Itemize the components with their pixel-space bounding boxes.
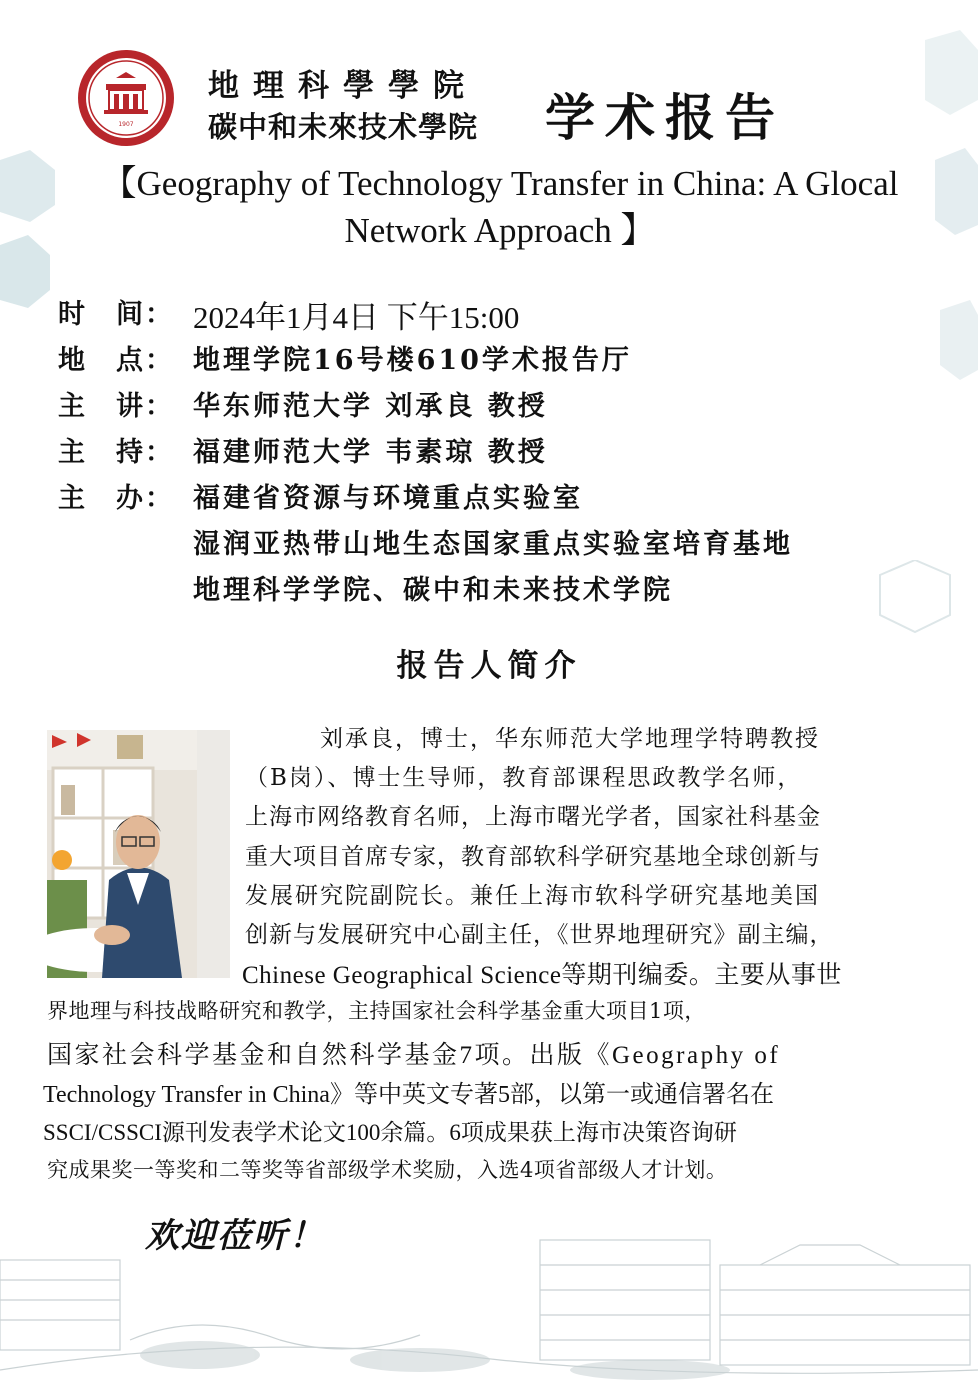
talk-title: 【Geography of Technology Transfer in China: A Glocal Network Approach 】 xyxy=(101,164,899,250)
speaker-photo xyxy=(47,730,230,978)
info-value: 湿润亚热带山地生态国家重点实验室培育基地 xyxy=(193,529,793,560)
info-value: 华东师范大学 刘承良 教授 xyxy=(193,391,548,422)
info-label: 主 讲： xyxy=(58,391,174,422)
bio-line-10: Technology Transfer in China》等中英文专著5部，以第一或通信署名在 xyxy=(43,1082,774,1108)
campus-sketch-decoration xyxy=(0,1220,978,1382)
hexagon-decoration-left xyxy=(0,150,60,330)
svg-text:1907: 1907 xyxy=(118,121,134,128)
info-label: 地 点： xyxy=(58,345,174,376)
bio-heading: 报告人简介 xyxy=(396,648,582,684)
bio-line-4: 重大项目首席专家，教育部软科学研究基地全球创新与 xyxy=(245,844,821,870)
welcome-message: 欢迎莅听！ xyxy=(145,1216,325,1256)
university-seal-logo xyxy=(76,48,176,148)
bio-line-9: 国家社会科学基金和自然科学基金7项。出版《Geography of xyxy=(47,1042,781,1069)
bio-line-1: 刘承良，博士，华东师范大学地理学特聘教授 xyxy=(320,726,820,752)
hexagon-decoration-mid xyxy=(860,560,978,650)
info-value: 2024年1月4日 下午15:00 xyxy=(193,300,520,335)
bio-line-8: 界地理与科技战略研究和教学，主持国家社会科学基金重大项目1项， xyxy=(47,999,706,1023)
bio-line-6: 创新与发展研究中心副主任，《世界地理研究》副主编， xyxy=(245,922,834,948)
institution-name-geography: 地理科學學院 xyxy=(208,68,478,104)
info-value: 福建省资源与环境重点实验室 xyxy=(193,483,583,514)
info-value: 福建师范大学 韦素琼 教授 xyxy=(193,437,548,468)
info-value: 地理学院16号楼610学术报告厅 xyxy=(193,345,632,376)
bio-line-11: SSCI/CSSCI源刊发表学术论文100余篇。6项成果获上海市决策咨询研 xyxy=(43,1120,737,1145)
bio-line-3: 上海市网络教育名师，上海市曙光学者，国家社科基金 xyxy=(245,804,821,830)
info-value: 地理科学学院、碳中和未来技术学院 xyxy=(193,575,673,606)
bio-line-5: 发展研究院副院长。兼任上海市软科学研究基地美国 xyxy=(245,883,820,909)
info-label: 主 办： xyxy=(58,483,174,514)
info-label: 时 间： xyxy=(58,299,174,330)
bio-line-7: Chinese Geographical Science等期刊编委。主要从事世 xyxy=(242,962,842,989)
institution-name-carbon-neutral: 碳中和未來技术學院 xyxy=(208,110,479,144)
bio-line-12: 究成果奖一等奖和二等奖等省部级学术奖励，入选4项省部级人才计划。 xyxy=(47,1158,728,1182)
info-label: 主 持： xyxy=(58,437,174,468)
report-heading: 学术报告 xyxy=(545,88,785,147)
bio-line-2: （B岗）、博士生导师，教育部课程思政教学名师， xyxy=(245,765,803,791)
